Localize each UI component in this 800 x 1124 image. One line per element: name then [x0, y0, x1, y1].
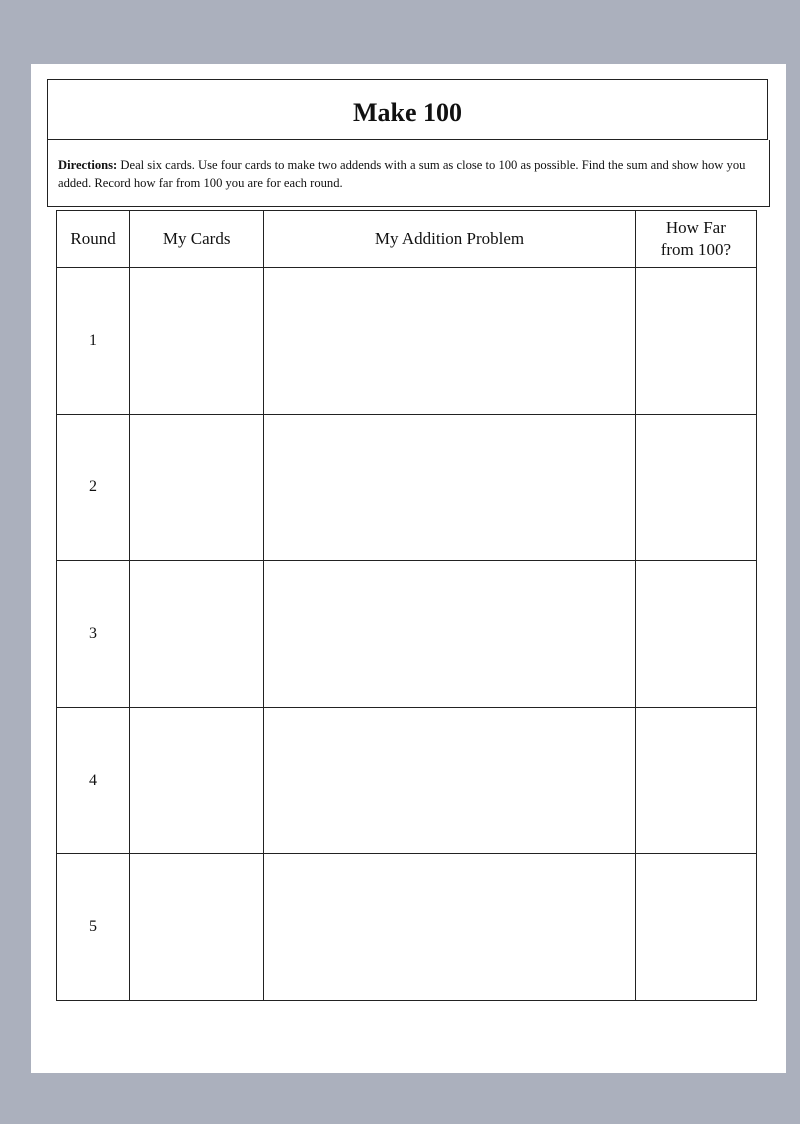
how-far-cell[interactable] — [635, 854, 756, 1001]
recording-table — [56, 210, 757, 1001]
addition-problem-cell[interactable] — [264, 707, 636, 854]
round-number-cell: 3 — [57, 561, 130, 708]
directions-text: Deal six cards. Use four cards to make two addends with a sum as close to 100 as possible. Find the sum and show how you added. Record how far from 100 you are for each round. — [58, 158, 746, 190]
table-row — [57, 561, 757, 708]
my-cards-cell[interactable] — [130, 707, 264, 854]
table-row — [57, 707, 757, 854]
header-addition-problem: My Addition Problem — [264, 211, 636, 268]
round-number-cell: 1 — [57, 268, 130, 415]
addition-problem-cell[interactable] — [264, 268, 636, 415]
addition-problem-cell[interactable] — [264, 561, 636, 708]
how-far-cell[interactable] — [635, 707, 756, 854]
header-how-far-line1: How Far — [665, 218, 726, 237]
round-number-cell: 2 — [57, 414, 130, 561]
how-far-cell[interactable] — [635, 268, 756, 415]
directions-label: Directions: — [58, 158, 118, 172]
worksheet-page — [31, 64, 786, 1073]
header-my-cards: My Cards — [130, 211, 264, 268]
worksheet-title: Make 100 — [352, 97, 463, 127]
how-far-cell[interactable] — [635, 414, 756, 561]
my-cards-cell[interactable] — [130, 268, 264, 415]
my-cards-cell[interactable] — [130, 854, 264, 1001]
directions-box — [47, 140, 770, 207]
header-round: Round — [57, 211, 130, 268]
how-far-cell[interactable] — [635, 561, 756, 708]
table-row — [57, 268, 757, 415]
round-number-cell: 4 — [57, 707, 130, 854]
round-number-cell: 5 — [57, 854, 130, 1001]
addition-problem-cell[interactable] — [264, 854, 636, 1001]
my-cards-cell[interactable] — [130, 414, 264, 561]
title-box — [47, 79, 768, 140]
table-row — [57, 854, 757, 1001]
header-how-far — [635, 211, 756, 268]
header-how-far-line2: from 100? — [660, 240, 732, 259]
table-header-row — [57, 211, 757, 268]
table-row — [57, 414, 757, 561]
addition-problem-cell[interactable] — [264, 414, 636, 561]
my-cards-cell[interactable] — [130, 561, 264, 708]
